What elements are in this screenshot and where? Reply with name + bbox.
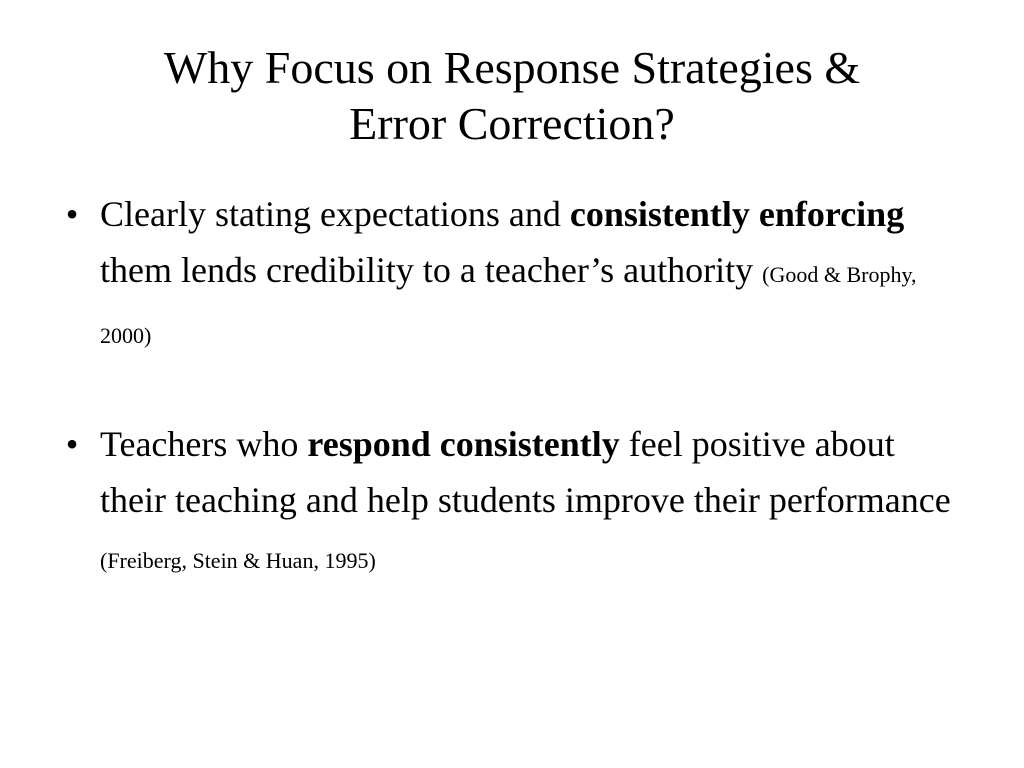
bullet-text — [100, 424, 951, 576]
bullet-item-respond-consistently — [58, 416, 968, 589]
bullet-text-segment: feel positive about their teaching and help students improve their performance — [100, 424, 951, 520]
bullet-list — [58, 186, 968, 589]
slide-title — [60, 40, 964, 152]
bullet-text-segment: them lends credibility to a teacher’s authority — [100, 250, 763, 290]
citation: (Freiberg, Stein & Huan, 1995) — [100, 548, 376, 573]
bullet-text-emphasis: respond consistently — [307, 424, 620, 464]
bullet-marker: • — [65, 194, 79, 234]
bullet-marker: • — [65, 424, 79, 464]
slide-title-line-2: Error Correction? — [349, 98, 675, 149]
slide-title-line-1: Why Focus on Response Strategies & — [163, 42, 861, 93]
bullet-text — [100, 194, 917, 351]
citation: (Good & Brophy, 2000) — [100, 262, 917, 348]
bullet-text-segment: Teachers who — [100, 424, 308, 464]
bullet-item-expectations — [58, 186, 968, 364]
bullet-text-emphasis: consistently enforcing — [569, 194, 905, 234]
bullet-text-segment: Clearly stating expectations and — [100, 194, 570, 234]
